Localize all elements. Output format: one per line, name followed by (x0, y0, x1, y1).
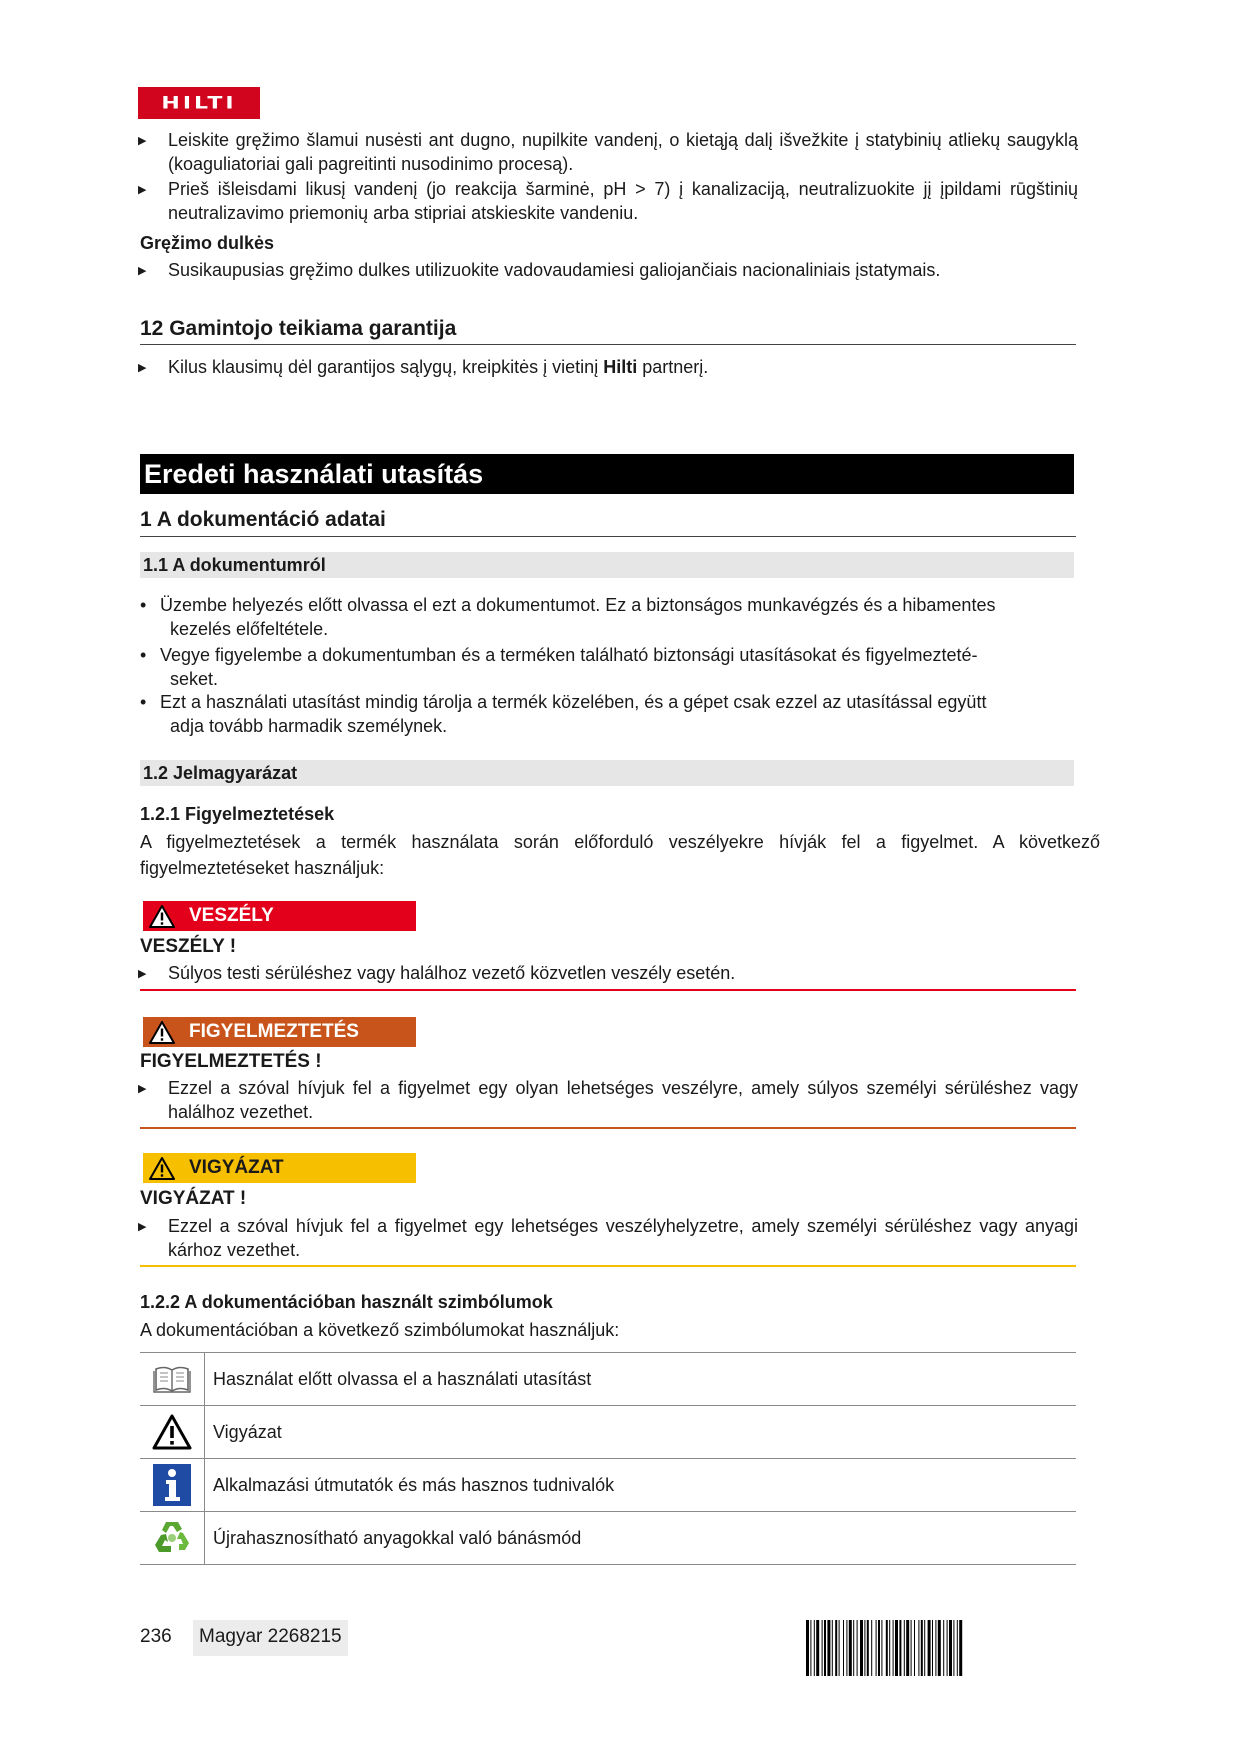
section-heading: 12 Gamintojo teikiama garantija (140, 317, 1076, 345)
bullet-text: Susikaupusias gręžimo dulkes utilizuokite vadovaudamiesi galiojančiais nacionaliniais įstatymais. (168, 260, 941, 280)
info-icon (153, 1464, 191, 1506)
table-row: Használat előtt olvassa el a használati utasítást (140, 1352, 1076, 1406)
warning-triangle-icon (149, 905, 175, 928)
bullet-text: Kilus klausimų dėl garantijos sąlygų, kreipkitės į vietinį Hilti partnerį. (168, 357, 709, 377)
bullet-dot-icon: • (140, 595, 147, 615)
section-heading: 1 A dokumentáció adatai (140, 508, 1076, 537)
document-title-bar: Eredeti használati utasítás (140, 454, 1074, 494)
recycle-icon (151, 1518, 193, 1558)
subheading: 1.2.2 A dokumentációban használt szimbólumok (140, 1292, 553, 1312)
list-item (138, 355, 1078, 380)
list-item (138, 177, 1078, 225)
danger-badge: VESZÉLY (143, 901, 416, 931)
list-item: ▶ Ezzel a szóval hívjuk fel a figyelmet egy olyan lehetséges veszélyre, amely súlyos személyi sérüléshez vagy halálhoz vezethet. (138, 1078, 1078, 1122)
list-item: • Vegye figyelembe a dokumentumban és a terméken található biztonsági utasításokat és figyelmezteté- seket. (140, 645, 978, 689)
subsection-heading: 1.2 Jelmagyarázat (140, 760, 1074, 786)
bullet-triangle-icon: ▶ (138, 1221, 147, 1233)
paragraph: A dokumentációban a következő szimbólumokat használjuk: (140, 1320, 620, 1340)
bullet-dot-icon: • (140, 645, 147, 665)
warning-label: VESZÉLY ! (140, 936, 237, 957)
warning-icon (152, 1414, 192, 1450)
paragraph: A figyelmeztetések a termék használata során előforduló veszélyekre hívják fel a figyelmet. A következő figyelmeztetéseket használjuk: (140, 832, 1100, 878)
bullet-dot-icon: • (140, 692, 147, 712)
subsection-heading: 1.1 A dokumentumról (140, 552, 1074, 578)
list-item: • Üzembe helyezés előtt olvassa el ezt a dokumentumot. Ez a biztonságos munkavégzés és a hibamentes kezelés előfeltétele. (140, 595, 996, 639)
warning-divider (140, 989, 1076, 991)
warning-label: VIGYÁZAT ! (140, 1188, 247, 1209)
book-icon (153, 1364, 191, 1394)
bullet-triangle-icon: ▶ (138, 1083, 147, 1095)
bullet-triangle-icon: ▶ (138, 968, 147, 980)
warning-badge: FIGYELMEZTETÉS (143, 1017, 416, 1047)
bullet-text: Prieš išleisdami likusį vandenį (jo reakcija šarminė, pH > 7) į kanalizaciją, neutralizuokite jį įpildami rūgštinių neutralizavimo priemonių arba stipriai atskieskite vandeniu. (168, 179, 1078, 223)
caution-badge: VIGYÁZAT (143, 1153, 416, 1183)
bullet-triangle-icon: ▶ (138, 135, 147, 147)
table-row: Alkalmazási útmutatók és más hasznos tudnivalók (140, 1459, 1076, 1512)
table-row: Újrahasznosítható anyagokkal való bánásmód (140, 1512, 1076, 1565)
bullet-triangle-icon: ▶ (138, 184, 147, 196)
language-code-tag: Magyar 2268215 (193, 1620, 348, 1656)
table-row: Vigyázat (140, 1406, 1076, 1459)
bullet-triangle-icon: ▶ (138, 362, 147, 374)
hilti-logo (138, 87, 260, 119)
warning-triangle-icon (149, 1021, 175, 1044)
logo-text: HILTI (161, 93, 237, 113)
list-item: • Ezt a használati utasítást mindig tárolja a termék közelében, és a gépet csak ezzel az utasítással együtt adja tovább harmadik személynek. (140, 692, 987, 736)
bullet-text: Leiskite gręžimo šlamui nusėsti ant dugno, nupilkite vandenį, o kietąją dalį išvežkite į statybinių atliekų saugyklą (koaguliatoriai gali pagreitinti nusodinimo procesą). (168, 130, 1078, 174)
symbols-table (140, 1352, 1076, 1565)
bullet-triangle-icon: ▶ (138, 265, 147, 277)
page-number: 236 (140, 1626, 172, 1647)
list-item: ▶ Súlyos testi sérüléshez vagy halálhoz vezető közvetlen veszély esetén. (138, 961, 1078, 986)
barcode-icon (806, 1620, 1064, 1676)
warning-divider (140, 1127, 1076, 1129)
list-item (138, 258, 1078, 283)
list-item (138, 128, 1078, 176)
subheading: Gręžimo dulkės (140, 233, 275, 253)
list-item: ▶ Ezzel a szóval hívjuk fel a figyelmet egy lehetséges veszélyhelyzetre, amely személyi sérüléshez vagy anyagi kárhoz vezethet. (138, 1216, 1078, 1260)
brand-name: Hilti (603, 357, 638, 377)
warning-divider (140, 1265, 1076, 1267)
subheading: 1.2.1 Figyelmeztetések (140, 804, 335, 824)
warning-label: FIGYELMEZTETÉS ! (140, 1051, 322, 1072)
warning-triangle-icon (149, 1157, 175, 1180)
